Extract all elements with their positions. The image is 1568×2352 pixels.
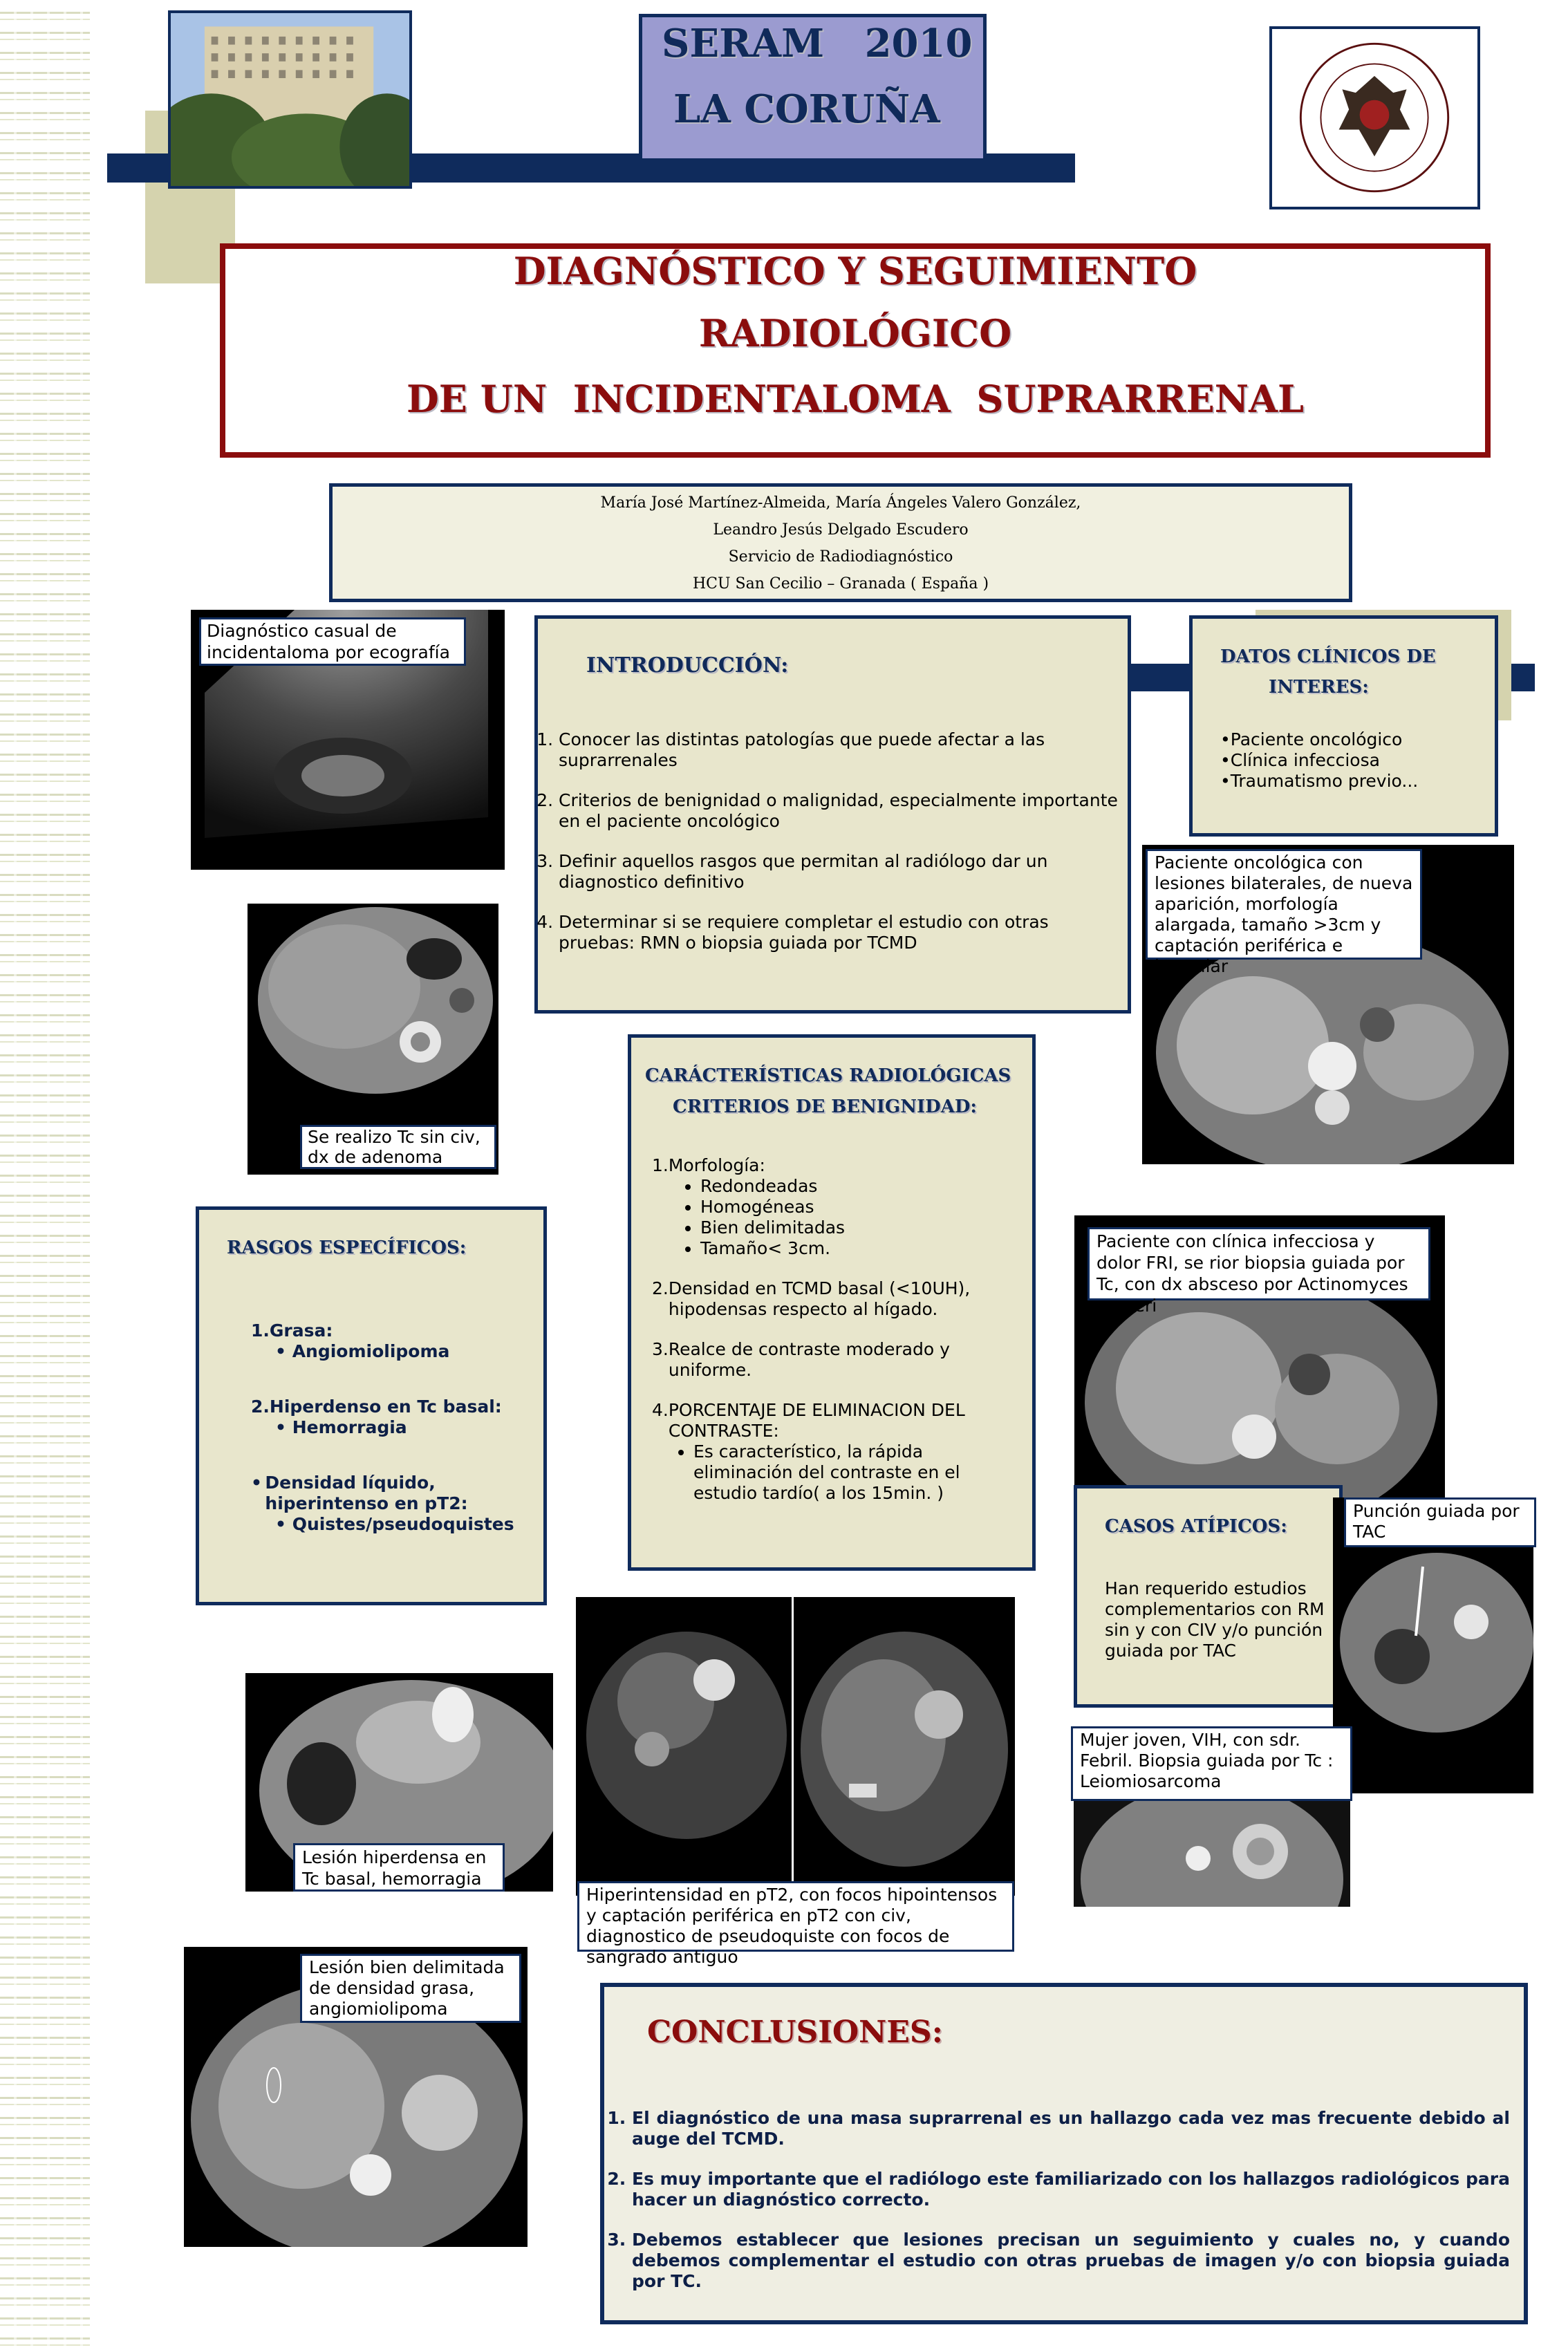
authors-box	[329, 483, 1352, 602]
conclusion-item-1: 1. El diagnóstico de una masa suprarrenal es un hallazgo cada vez mas frecuente debido al auge del TCMD.	[632, 2108, 1510, 2149]
left-stripe-decoration	[0, 0, 90, 2352]
intro-item-1: 1. Conocer las distintas patologías que puede afectar a las suprarrenales	[559, 729, 1119, 771]
caract-sub-1: • Redondeadas	[700, 1176, 1025, 1197]
rasgos-box	[196, 1206, 547, 1605]
title-line-2: RADIOLÓGICO	[698, 311, 1012, 355]
caption-oncologic: Paciente oncológica con lesiones bilaterales, de nueva aparición, morfología alargada, tamaño >3cm y captación periférica e irregular	[1146, 849, 1422, 960]
rasgos-item-1: 1.Grasa:	[251, 1320, 333, 1341]
caract-item-4-sub: • Es característico, la rápida eliminación del contraste en el estudio tardío( a los 15min. )	[693, 1441, 1025, 1504]
caract-list	[652, 1155, 1025, 1504]
title-line-1: DIAGNÓSTICO Y SEGUIMIENTO	[513, 249, 1197, 293]
conclusion-item-2: 2. Es muy importante que el radiólogo este familiarizado con los hallazgos radiológicos para hacer un diagnóstico correcto.	[632, 2169, 1510, 2210]
congress-name: SERAM 2010	[662, 21, 973, 66]
authors-line-3: Servicio de Radiodiagnóstico	[728, 548, 953, 566]
casos-heading: CASOS ATÍPICOS:	[1105, 1516, 1287, 1537]
rasgos-item-2: 2.Hiperdenso en Tc basal:	[251, 1397, 502, 1417]
caracteristicas-box	[628, 1034, 1036, 1571]
caption-leiomyosarcoma: Mujer joven, VIH, con sdr. Febril. Biopsia guiada por Tc : Leiomiosarcoma	[1071, 1726, 1352, 1801]
caract-item-4: 4. PORCENTAJE DE ELIMINACION DEL CONTRASTE:	[652, 1400, 965, 1441]
caption-ultrasound: Diagnóstico casual de incidentaloma por ecografía	[199, 617, 466, 666]
caract-heading-2: CRITERIOS DE BENIGNIDAD:	[673, 1096, 978, 1117]
congress-box	[639, 14, 987, 162]
authors-line-1: María José Martínez-Almeida, María Ángeles Valero González,	[600, 494, 1081, 512]
intro-list	[538, 729, 1119, 953]
university-seal	[1269, 26, 1480, 209]
caption-puncture: Punción guiada por TAC	[1344, 1497, 1536, 1547]
datos-clinicos-box	[1189, 615, 1498, 837]
caption-angiomyolipoma: Lesión bien delimitada de densidad grasa, angiomiolipoma	[300, 1954, 521, 2023]
conclusiones-heading: CONCLUSIONES:	[647, 2015, 943, 2050]
title-box	[220, 243, 1491, 458]
intro-item-2: 2. Criterios de benignidad o malignidad, especialmente importante en el paciente oncológico	[559, 790, 1119, 832]
datos-list	[1220, 729, 1418, 792]
datos-item-1: •Paciente oncológico	[1220, 729, 1403, 749]
casos-atipicos-box	[1074, 1485, 1343, 1708]
caption-hemorrhage: Lesión hiperdensa en Tc basal, hemorragia	[293, 1843, 505, 1892]
rasgos-item-3: • Densidad líquido, hiperintenso en pT2:	[251, 1473, 468, 1513]
rasgos-list	[251, 1320, 541, 1535]
datos-heading-2: INTERES:	[1269, 677, 1369, 698]
congress-city: LA CORUÑA	[673, 86, 940, 132]
rasgos-item-2-sub: • Hemorragia	[275, 1417, 407, 1437]
intro-box	[534, 615, 1131, 1014]
hospital-building-photo	[168, 10, 412, 189]
rasgos-heading: RASGOS ESPECÍFICOS:	[227, 1238, 467, 1258]
intro-item-3: 3. Definir aquellos rasgos que permitan al radiólogo dar un diagnostico definitivo	[559, 851, 1119, 893]
rasgos-item-3-sub: • Quistes/pseudoquistes	[275, 1514, 514, 1534]
authors-line-2: Leandro Jesús Delgado Escudero	[713, 521, 969, 539]
caract-item-1-subs	[652, 1176, 1025, 1259]
title-line-3: DE UN INCIDENTALOMA SUPRARRENAL	[406, 377, 1305, 421]
casos-text: Han requerido estudios complementarios con RM sin y con CIV y/o punción guiada por TAC	[1105, 1578, 1325, 1661]
caption-infectious: Paciente con clínica infecciosa y dolor FRI, se rior biopsia guiada por Tc, con dx absceso por Actinomyces meyeri	[1088, 1227, 1430, 1300]
caption-adenoma: Se realizo Tc sin civ, dx de adenoma	[300, 1125, 496, 1169]
caract-item-2: 2. Densidad en TCMD basal (<10UH), hipodensas respecto al hígado.	[652, 1278, 971, 1319]
rasgos-item-1-sub: • Angiomiolipoma	[275, 1341, 450, 1361]
caract-heading-1: CARÁCTERÍSTICAS RADIOLÓGICAS	[645, 1065, 1011, 1086]
caract-item-1: 1.Morfología:	[652, 1155, 765, 1175]
caract-sub-2: • Homogéneas	[700, 1197, 1025, 1217]
caract-item-4-subs	[652, 1441, 1025, 1504]
datos-item-2: •Clínica infecciosa	[1220, 750, 1380, 770]
mri-t2-image	[576, 1597, 792, 1896]
mri-contrast-image	[794, 1597, 1015, 1896]
authors-line-4: HCU San Cecilio – Granada ( España )	[692, 575, 989, 592]
conclusiones-box	[600, 1983, 1528, 2324]
caract-sub-4: • Tamaño< 3cm.	[700, 1238, 1025, 1259]
seal-text	[1272, 29, 1273, 30]
datos-item-3: •Traumatismo previo...	[1220, 771, 1419, 791]
intro-heading: INTRODUCCIÓN:	[586, 653, 789, 678]
caption-pseudocyst: Hiperintensidad en pT2, con focos hipointensos y captación periférica en pT2 con civ, diagnostico de pseudoquiste con focos de sangrado antiguo	[577, 1881, 1014, 1952]
conclusion-item-3: 3. Debemos establecer que lesiones precisan un seguimiento y cuales no, y cuando debemos complementar el estudio con otras pruebas de imagen y/o con biopsia guiada por TC.	[632, 2230, 1510, 2292]
caract-sub-3: • Bien delimitadas	[700, 1217, 1025, 1238]
conclusiones-list	[604, 2108, 1510, 2292]
intro-item-4: 4. Determinar si se requiere completar el estudio con otras pruebas: RMN o biopsia guiada por TCMD	[559, 912, 1119, 953]
caract-item-3: 3. Realce de contraste moderado y uniforme.	[652, 1339, 950, 1380]
datos-heading-1: DATOS CLÍNICOS DE	[1220, 646, 1436, 667]
